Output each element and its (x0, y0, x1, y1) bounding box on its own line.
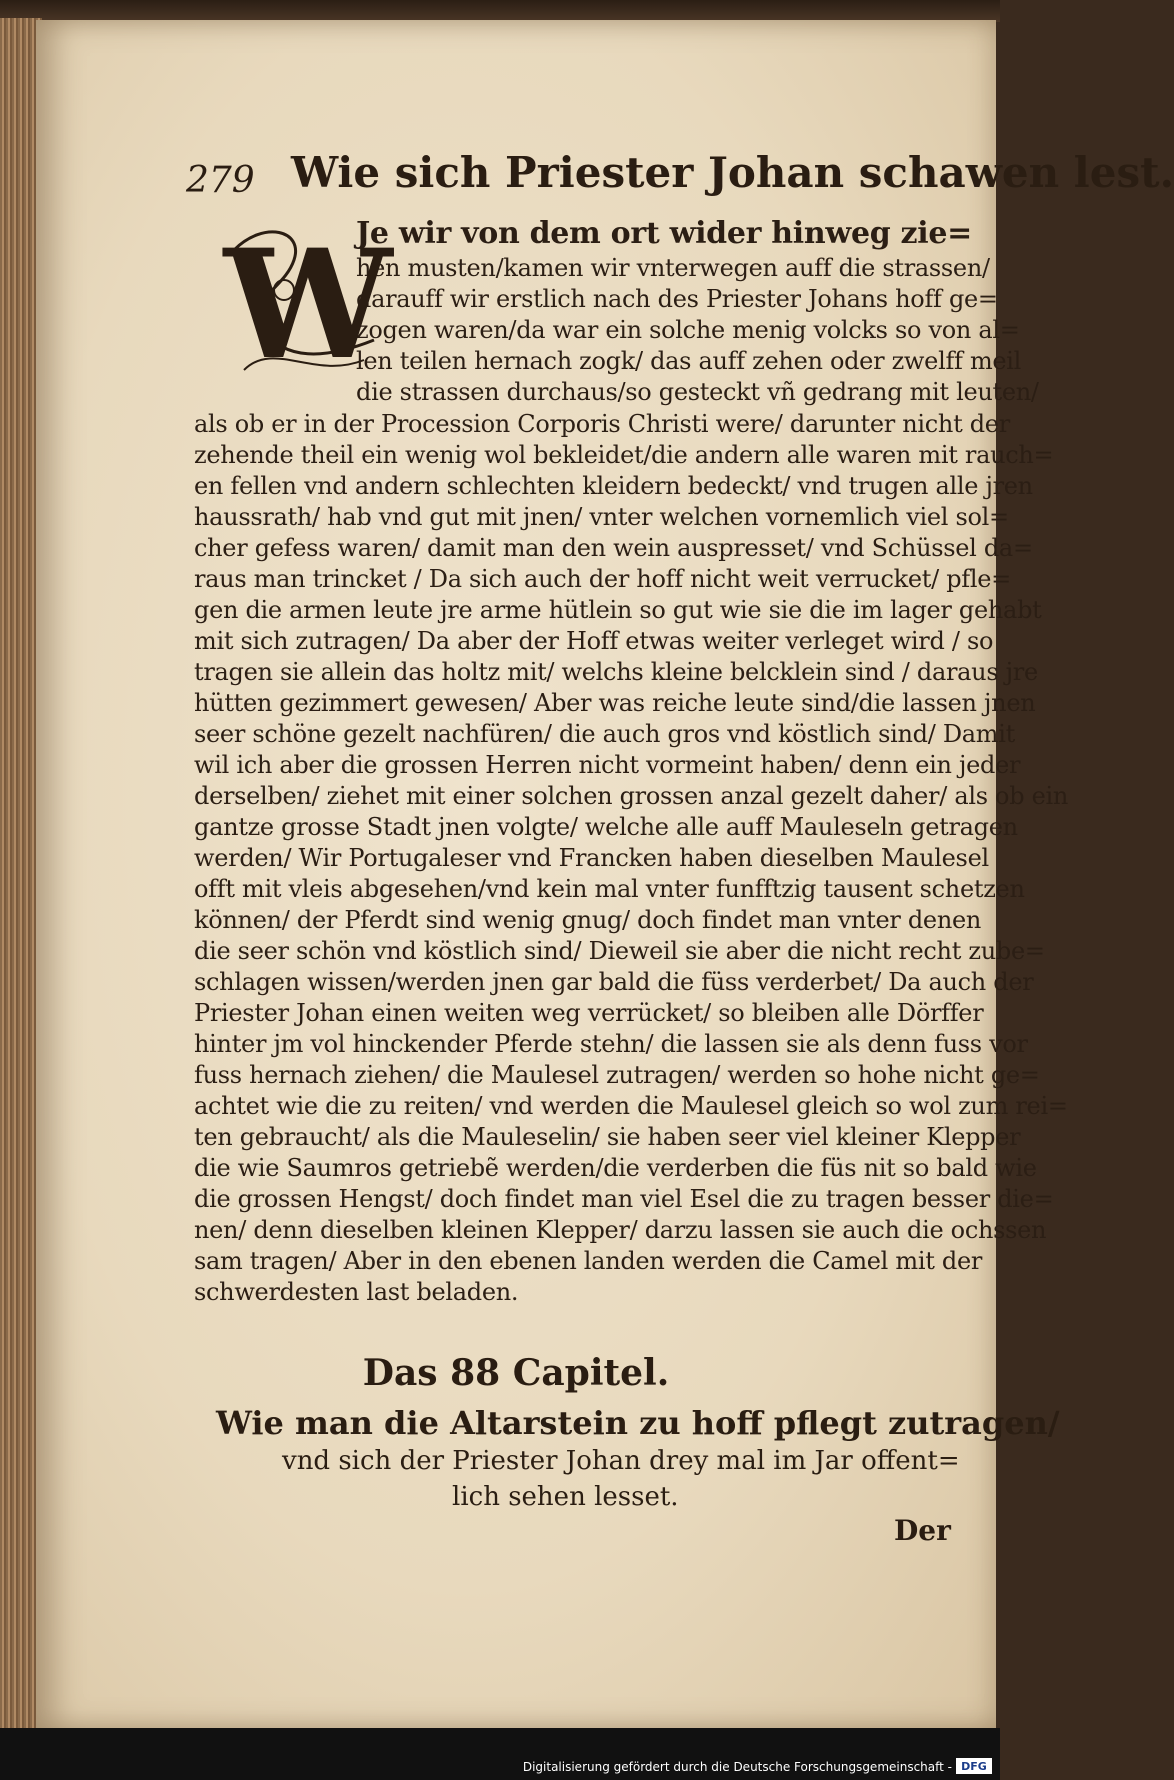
body-line: wil ich aber die grossen Herren nicht vormeint haben/ denn ein jeder (194, 751, 1021, 779)
body-line: können/ der Pferdt sind wenig gnug/ doch findet man vnter denen (194, 906, 982, 934)
body-line: die strassen durchaus/so gesteckt vñ gedrang mit leuten/ (356, 378, 1039, 406)
body-line: schwerdesten last beladen. (194, 1278, 519, 1306)
body-line: als ob er in der Procession Corporis Christi were/ darunter nicht der (194, 410, 1010, 438)
body-line: nen/ denn dieselben kleinen Klepper/ darzu lassen sie auch die ochssen (194, 1216, 1047, 1244)
body-line: ten gebraucht/ als die Mauleselin/ sie haben seer viel kleiner Klepper (194, 1123, 1021, 1151)
book-page (36, 20, 1174, 1730)
body-line: tragen sie allein das holtz mit/ welchs kleine belcklein sind / daraus jre (194, 658, 1038, 686)
body-line: haussrath/ hab vnd gut mit jnen/ vnter welchen vornemlich viel sol= (194, 503, 1009, 531)
body-line: die wie Saumros getriebẽ werden/die verderben die füs nit so bald wie (194, 1154, 1037, 1182)
body-line: gen die armen leute jre arme hütlein so gut wie sie die im lager gehabt (194, 596, 1042, 624)
body-line: Priester Johan einen weiten weg verrücket/ so bleiben alle Dörffer (194, 999, 984, 1027)
body-line: fuss hernach ziehen/ die Maulesel zutragen/ werden so hohe nicht ge= (194, 1061, 1040, 1089)
running-head: Wie sich Priester Johan schawen lest. (291, 148, 1174, 197)
chapter-title-line: Wie man die Altarstein zu hoff pflegt zutragen/ (216, 1404, 1060, 1442)
body-line: hinter jm vol hinckender Pferde stehn/ die lassen sie als denn fuss vor (194, 1030, 1028, 1058)
body-line: achtet wie die zu reiten/ vnd werden die Maulesel gleich so wol zum rei= (194, 1092, 1068, 1120)
body-line: offt mit vleis abgesehen/vnd kein mal vnter funfftzig tausent schetzen (194, 875, 1025, 903)
scan-top-edge (0, 0, 1000, 22)
body-line: cher gefess waren/ damit man den wein auspresset/ vnd Schüssel da= (194, 534, 1033, 562)
drop-cap-letter: W (223, 217, 393, 393)
body-line: en fellen vnd andern schlechten kleidern bedeckt/ vnd trugen alle jren (194, 472, 1033, 500)
catchword: Der (894, 1514, 951, 1547)
body-line: seer schöne gezelt nachfüren/ die auch gros vnd köstlich sind/ Damit (194, 720, 1015, 748)
body-line: die grossen Hengst/ doch findet man viel Esel die zu tragen besser die= (194, 1185, 1054, 1213)
body-line: derselben/ ziehet mit einer solchen grossen anzal gezelt daher/ als ob ein (194, 782, 1069, 810)
body-line: sam tragen/ Aber in den ebenen landen werden die Camel mit der (194, 1247, 983, 1275)
body-line: hütten gezimmert gewesen/ Aber was reiche leute sind/die lassen jnen (194, 689, 1036, 717)
body-line: Je wir von dem ort wider hinweg zie= (356, 216, 973, 251)
dfg-logo: DFG (956, 1758, 992, 1774)
chapter-heading: Das 88 Capitel. (362, 1352, 670, 1394)
body-line: schlagen wissen/werden jnen gar bald die füss verderbet/ Da auch der (194, 968, 1034, 996)
chapter-title-line: lich sehen lesset. (452, 1482, 679, 1512)
drop-cap (223, 217, 393, 393)
body-line: gantze grosse Stadt jnen volgte/ welche alle auff Mauleseln getragen (194, 813, 1018, 841)
chapter-title-line: vnd sich der Priester Johan drey mal im Jar offent= (282, 1446, 960, 1476)
body-line: werden/ Wir Portugaleser vnd Francken haben dieselben Maulesel (194, 844, 989, 872)
body-line: raus man trincket / Da sich auch der hoff nicht weit verrucket/ pfle= (194, 565, 1011, 593)
body-line: zogen waren/da war ein solche menig volcks so von al= (356, 316, 1020, 344)
footer-credit: Digitalisierung gefördert durch die Deutsche Forschungsgemeinschaft - (522, 1760, 952, 1774)
page-number: 279 (186, 160, 255, 201)
body-line: len teilen hernach zogk/ das auff zehen oder zwelff meil (356, 347, 1022, 375)
body-line: hen musten/kamen wir vnterwegen auff die strassen/ (356, 254, 990, 282)
body-line: darauff wir erstlich nach des Priester Johans hoff ge= (356, 285, 998, 313)
body-line: mit sich zutragen/ Da aber der Hoff etwas weiter verleget wird / so (194, 627, 994, 655)
body-line: zehende theil ein wenig wol bekleidet/die andern alle waren mit rauch= (194, 441, 1054, 469)
body-line: die seer schön vnd köstlich sind/ Dieweil sie aber die nicht recht zube= (194, 937, 1045, 965)
